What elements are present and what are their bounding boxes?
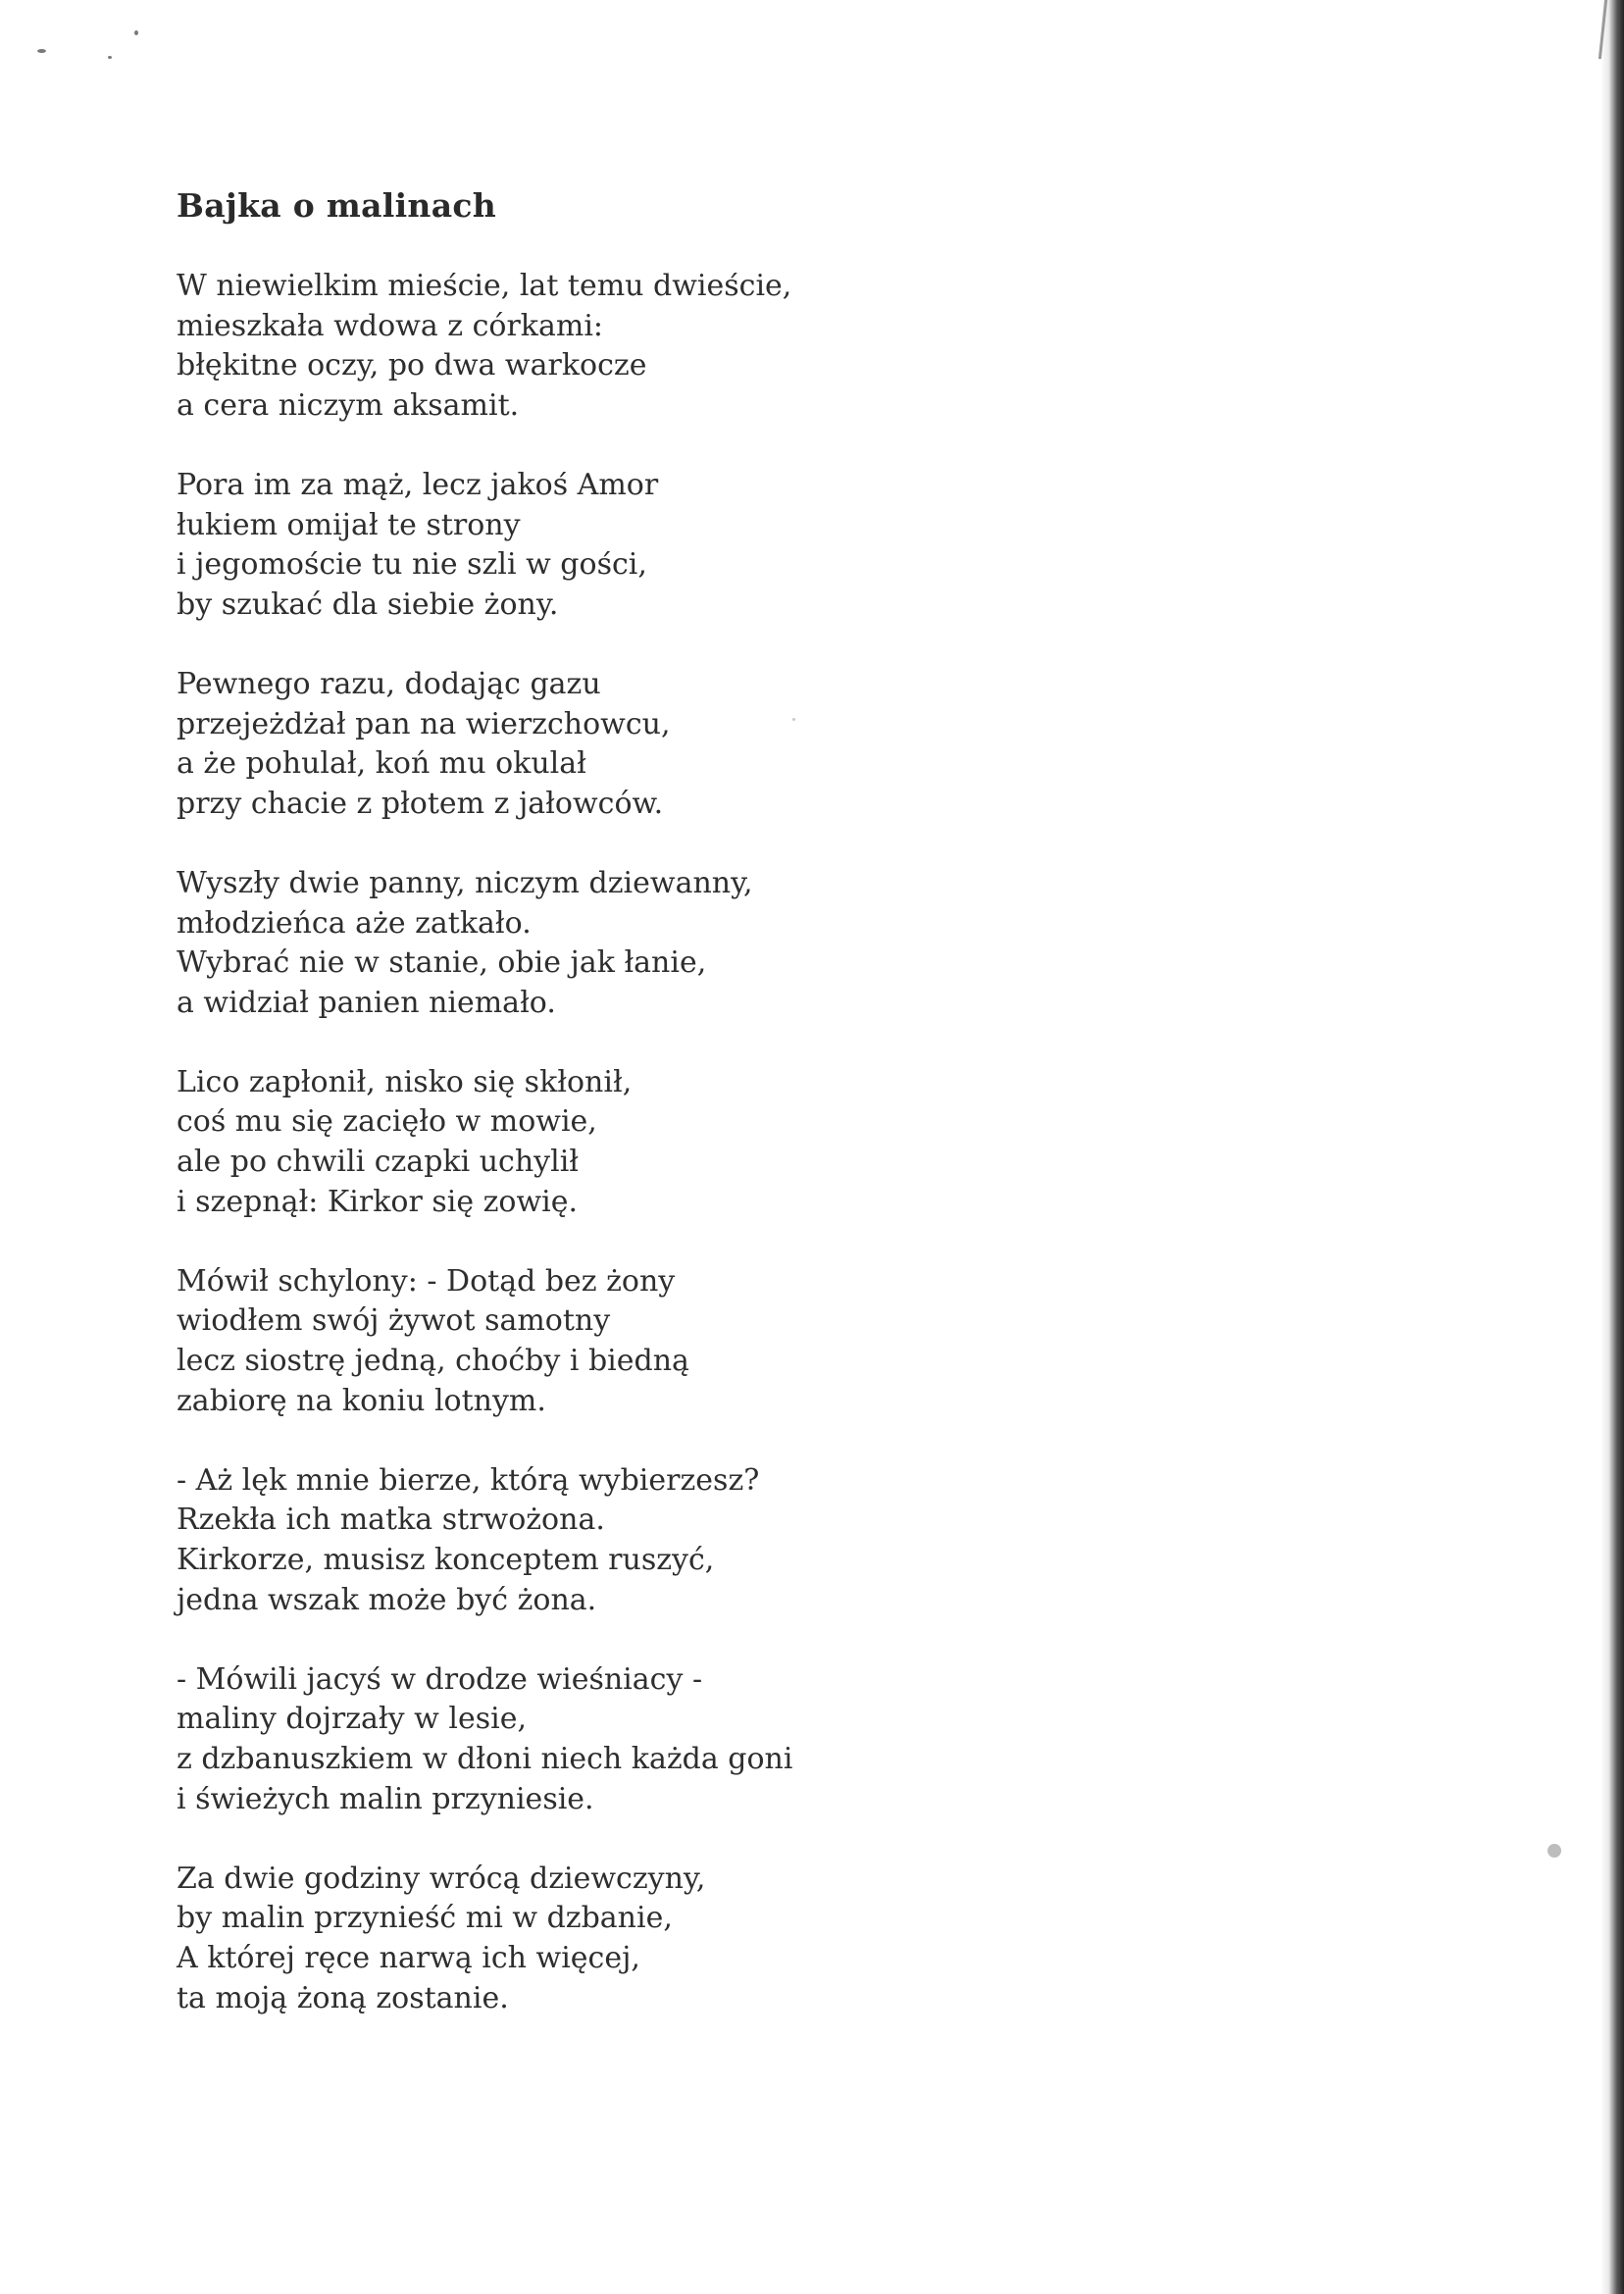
poem-line: przejeżdżał pan na wierzchowcu,	[177, 706, 671, 741]
poem-line: wiodłem swój żywot samotny	[177, 1303, 611, 1339]
poem-line: Za dwie godziny wrócą dziewczyny,	[177, 1861, 706, 1896]
stanza-9	[177, 1860, 1059, 2018]
poem-line: łukiem omijał te strony	[177, 507, 521, 542]
stanza-7	[177, 1461, 1059, 1620]
poem-line: Kirkorze, musisz konceptem ruszyć,	[177, 1543, 715, 1577]
poem-line: błękitne oczy, po dwa warkocze	[177, 348, 647, 383]
poem-line: a cera niczym aksamit.	[177, 387, 520, 423]
poem-line: mieszkała wdowa z córkami:	[177, 308, 604, 343]
poem-line: i szepnął: Kirkor się zowię.	[177, 1184, 579, 1219]
stanza-6	[177, 1262, 1059, 1421]
stanza-2	[177, 466, 1059, 625]
scan-speck	[108, 56, 112, 59]
scan-page-edge	[1600, 0, 1624, 2294]
poem-line: i jegomoście tu nie szli w gości,	[177, 547, 647, 583]
scan-speck	[134, 30, 138, 35]
poem-line: jedna wszak może być żona.	[177, 1582, 597, 1617]
poem-line: ale po chwili czapki uchylił	[177, 1145, 580, 1180]
scan-speck	[37, 49, 46, 53]
poem-line: i świeżych malin przyniesie.	[177, 1781, 594, 1816]
stanza-4	[177, 864, 1059, 1023]
poem-line: by szukać dla siebie żony.	[177, 586, 559, 622]
stanza-5	[177, 1063, 1059, 1222]
poem-line: maliny dojrzały w lesie,	[177, 1702, 527, 1737]
poem-line: Mówił schylony: - Dotąd bez żony	[177, 1263, 676, 1299]
poem-line: zabiorę na koniu lotnym.	[177, 1383, 546, 1418]
poem-line: z dzbanuszkiem w dłoni niech każda goni	[177, 1741, 793, 1776]
stanza-1	[177, 267, 1059, 426]
poem-line: przy chacie z płotem z jałowców.	[177, 786, 664, 821]
stanza-8	[177, 1660, 1059, 1819]
poem-body	[177, 267, 1059, 2059]
poem-line: W niewielkim mieście, lat temu dwieście,	[177, 269, 792, 303]
poem-line: Wyszły dwie panny, niczym dziewanny,	[177, 865, 753, 900]
poem-line: lecz siostrę jedną, choćby i biedną	[177, 1344, 689, 1379]
poem-line: coś mu się zacięło w mowie,	[177, 1104, 597, 1140]
poem-line: Pewnego razu, dodając gazu	[177, 666, 601, 701]
poem-line: - Aż lęk mnie bierze, którą wybierzesz?	[177, 1462, 760, 1498]
poem-line: by malin przynieść mi w dzbanie,	[177, 1901, 673, 1936]
poem-line: a że pohulał, koń mu okulał	[177, 746, 586, 782]
poem-line: - Mówili jacyś w drodze wieśniacy -	[177, 1661, 703, 1697]
poem-line: Wybrać nie w stanie, obie jak łanie,	[177, 945, 707, 981]
poem-line: Pora im za mąż, lecz jakoś Amor	[177, 467, 659, 502]
poem-line: a widział panien niemało.	[177, 985, 556, 1020]
poem-line: ta moją żoną zostanie.	[177, 1980, 509, 2015]
stanza-3	[177, 665, 1059, 824]
poem-line: Lico zapłonił, nisko się skłonił,	[177, 1064, 633, 1099]
poem-title: Bajka o malinach	[177, 186, 497, 225]
scan-speck	[1548, 1844, 1561, 1858]
poem-line: Rzekła ich matka strwożona.	[177, 1503, 605, 1538]
poem-line: młodzieńca aże zatkało.	[177, 905, 532, 941]
poem-line: A której ręce narwą ich więcej,	[177, 1940, 640, 1975]
